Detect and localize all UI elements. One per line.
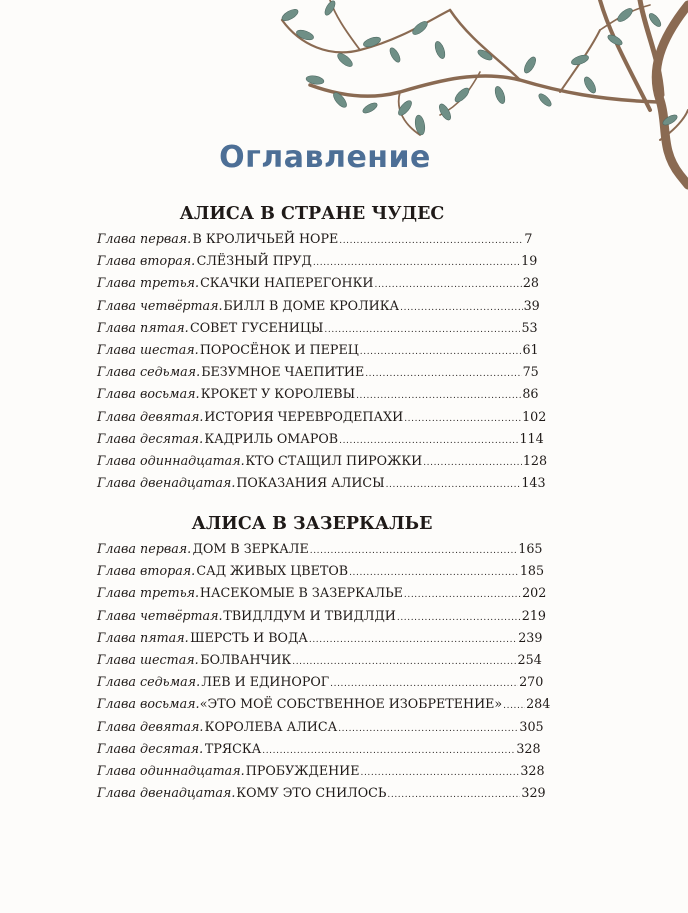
dot-leader xyxy=(324,325,520,335)
toc-entry[interactable] xyxy=(97,541,543,563)
toc-entry[interactable] xyxy=(97,386,539,408)
chapter-title: ПОРОСЁНОК И ПЕРЕЦ xyxy=(199,341,359,357)
chapter-label: Глава вторая. xyxy=(97,253,196,269)
chapter-label: Глава шестая. xyxy=(97,651,199,667)
chapter-label: Глава седьмая. xyxy=(97,364,201,380)
chapter-label: Глава четвёртая. xyxy=(97,297,223,313)
chapter-label: Глава пятая. xyxy=(97,629,189,645)
dot-leader xyxy=(292,657,516,667)
page-number: 61 xyxy=(522,341,539,357)
chapter-label: Глава двенадцатая. xyxy=(97,475,236,491)
page-number: 305 xyxy=(519,718,544,734)
section-title: АЛИСА В СТРАНЕ ЧУДЕС xyxy=(179,204,445,224)
dot-leader xyxy=(365,369,521,379)
toc-entry[interactable] xyxy=(97,629,543,652)
toc-entry[interactable] xyxy=(97,475,546,497)
page-number: 53 xyxy=(521,319,538,335)
chapter-label: Глава девятая. xyxy=(97,718,204,734)
page-number: 114 xyxy=(519,430,544,446)
toc-entry[interactable] xyxy=(97,740,541,763)
toc-entry[interactable] xyxy=(97,563,545,585)
chapter-title: СЛЁЗНЫЙ ПРУД xyxy=(196,253,312,269)
toc-entry[interactable] xyxy=(97,651,542,674)
chapter-title: ЛЕВ И ЕДИНОРОГ xyxy=(201,674,330,690)
dot-leader xyxy=(404,590,521,600)
toc-entry[interactable] xyxy=(97,696,551,718)
chapter-label: Глава восьмая. xyxy=(97,696,200,712)
dot-leader xyxy=(349,568,519,578)
dot-leader xyxy=(309,635,517,645)
toc-entry[interactable] xyxy=(97,718,544,741)
dot-leader xyxy=(356,391,521,401)
dot-leader xyxy=(339,436,518,446)
page-number: 239 xyxy=(518,629,543,645)
page-number: 254 xyxy=(517,651,542,667)
chapter-label: Глава вторая. xyxy=(97,563,196,579)
chapter-label: Глава десятая. xyxy=(97,740,204,756)
chapter-title: КРОКЕТ У КОРОЛЕВЫ xyxy=(200,386,356,402)
dot-leader xyxy=(375,280,522,290)
toc-entry[interactable] xyxy=(97,408,547,431)
page-number: 7 xyxy=(524,231,533,246)
chapter-title: САД ЖИВЫХ ЦВЕТОВ xyxy=(196,563,349,579)
dot-leader xyxy=(360,768,519,778)
chapter-title: ИСТОРИЯ ЧЕРЕВРОДЕПАХИ xyxy=(204,408,404,424)
page-number: 28 xyxy=(522,275,540,291)
toc-entry[interactable] xyxy=(97,297,540,320)
chapter-label: Глава третья. xyxy=(97,275,200,291)
page-number: 270 xyxy=(519,674,544,690)
page-number: 219 xyxy=(521,607,546,623)
toc-entry[interactable] xyxy=(97,762,545,785)
tree-illustration xyxy=(0,0,688,210)
chapter-label: Глава шестая. xyxy=(97,341,199,357)
toc-entry[interactable] xyxy=(97,430,544,453)
chapter-label: Глава десятая. xyxy=(97,430,204,446)
chapter-label: Глава четвёртая. xyxy=(97,607,223,623)
toc-entry[interactable] xyxy=(97,275,540,297)
chapter-title: ТРЯСКА xyxy=(204,740,262,756)
chapter-label: Глава пятая. xyxy=(97,319,189,335)
chapter-title: ДОМ В ЗЕРКАЛЕ xyxy=(192,541,309,556)
chapter-title: СОВЕТ ГУСЕНИЦЫ xyxy=(190,319,324,335)
dot-leader xyxy=(262,746,515,756)
chapter-title: БЕЗУМНОЕ ЧАЕПИТИЕ xyxy=(201,364,365,380)
dot-leader xyxy=(404,414,521,424)
page-number: 143 xyxy=(521,475,546,491)
chapter-label: Глава первая. xyxy=(97,231,192,246)
page-number: 102 xyxy=(522,408,547,424)
section-title: АЛИСА В ЗАЗЕРКАЛЬЕ xyxy=(191,514,433,534)
page-number: 328 xyxy=(520,762,545,778)
page-number: 202 xyxy=(522,585,547,601)
toc-entry[interactable] xyxy=(97,341,539,364)
chapter-title: ПОКАЗАНИЯ АЛИСЫ xyxy=(236,475,385,491)
page-number: 165 xyxy=(518,541,543,556)
page-number: 86 xyxy=(522,386,539,402)
chapter-title: КАДРИЛЬ ОМАРОВ xyxy=(204,430,339,446)
dot-leader xyxy=(400,303,522,313)
chapter-label: Глава одиннадцатая. xyxy=(97,762,245,778)
chapter-title: КТО СТАЩИЛ ПИРОЖКИ xyxy=(245,452,423,468)
chapter-title: НАСЕКОМЫЕ В ЗАЗЕРКАЛЬЕ xyxy=(199,585,403,601)
chapter-label: Глава третья. xyxy=(97,585,200,601)
toc-entry[interactable] xyxy=(97,785,546,807)
page-number: 128 xyxy=(522,452,548,468)
page-title: Оглавление xyxy=(219,140,431,175)
dot-leader xyxy=(313,258,520,268)
chapter-label: Глава девятая. xyxy=(97,408,204,424)
page-number: 185 xyxy=(519,563,545,579)
chapter-title: КОРОЛЕВА АЛИСА xyxy=(204,718,338,734)
dot-leader xyxy=(397,613,521,623)
chapter-label: Глава первая. xyxy=(97,541,192,556)
dot-leader xyxy=(360,347,522,357)
dot-leader xyxy=(503,701,525,711)
page-number: 284 xyxy=(526,696,551,712)
toc-entry[interactable] xyxy=(97,319,538,342)
toc-entry[interactable] xyxy=(97,674,544,696)
toc-section xyxy=(97,201,548,497)
page-number: 19 xyxy=(521,253,538,269)
toc-entry[interactable] xyxy=(97,253,538,275)
chapter-title: ШЕРСТЬ И ВОДА xyxy=(190,629,308,645)
chapter-label: Глава восьмая. xyxy=(97,386,200,402)
dot-leader xyxy=(310,546,518,556)
page-number: 39 xyxy=(523,297,540,313)
dot-leader xyxy=(338,724,518,734)
toc-entry[interactable] xyxy=(97,607,546,630)
chapter-title: БИЛЛ В ДОМЕ КРОЛИКА xyxy=(223,297,400,313)
chapter-label: Глава одиннадцатая. xyxy=(97,452,245,468)
page-number: 328 xyxy=(516,740,541,756)
chapter-title: БОЛВАНЧИК xyxy=(200,651,292,667)
chapter-title: КОМУ ЭТО СНИЛОСЬ xyxy=(236,785,387,801)
page-number: 329 xyxy=(521,785,546,801)
dot-leader xyxy=(387,790,520,800)
dot-leader xyxy=(339,236,523,246)
chapter-title: СКАЧКИ НАПЕРЕГОНКИ xyxy=(200,275,374,291)
toc-entry[interactable] xyxy=(97,231,533,253)
dot-leader xyxy=(386,480,521,490)
chapter-label: Глава двенадцатая. xyxy=(97,785,236,801)
toc-entry[interactable] xyxy=(97,585,547,607)
chapter-title: В КРОЛИЧЬЕЙ НОРЕ xyxy=(192,231,339,246)
chapter-title: ПРОБУЖДЕНИЕ xyxy=(245,762,360,778)
dot-leader xyxy=(330,679,518,689)
toc-entry[interactable] xyxy=(97,452,548,475)
toc-section xyxy=(97,511,551,807)
chapter-title: «ЭТО МОЁ СОБСТВЕННОЕ ИЗОБРЕТЕНИЕ» xyxy=(199,696,503,712)
chapter-title: ТВИДЛДУМ И ТВИДЛДИ xyxy=(223,607,396,623)
chapter-label: Глава седьмая. xyxy=(97,674,201,690)
dot-leader xyxy=(423,458,522,468)
page-number: 75 xyxy=(522,364,539,380)
toc-entry[interactable] xyxy=(97,364,539,386)
